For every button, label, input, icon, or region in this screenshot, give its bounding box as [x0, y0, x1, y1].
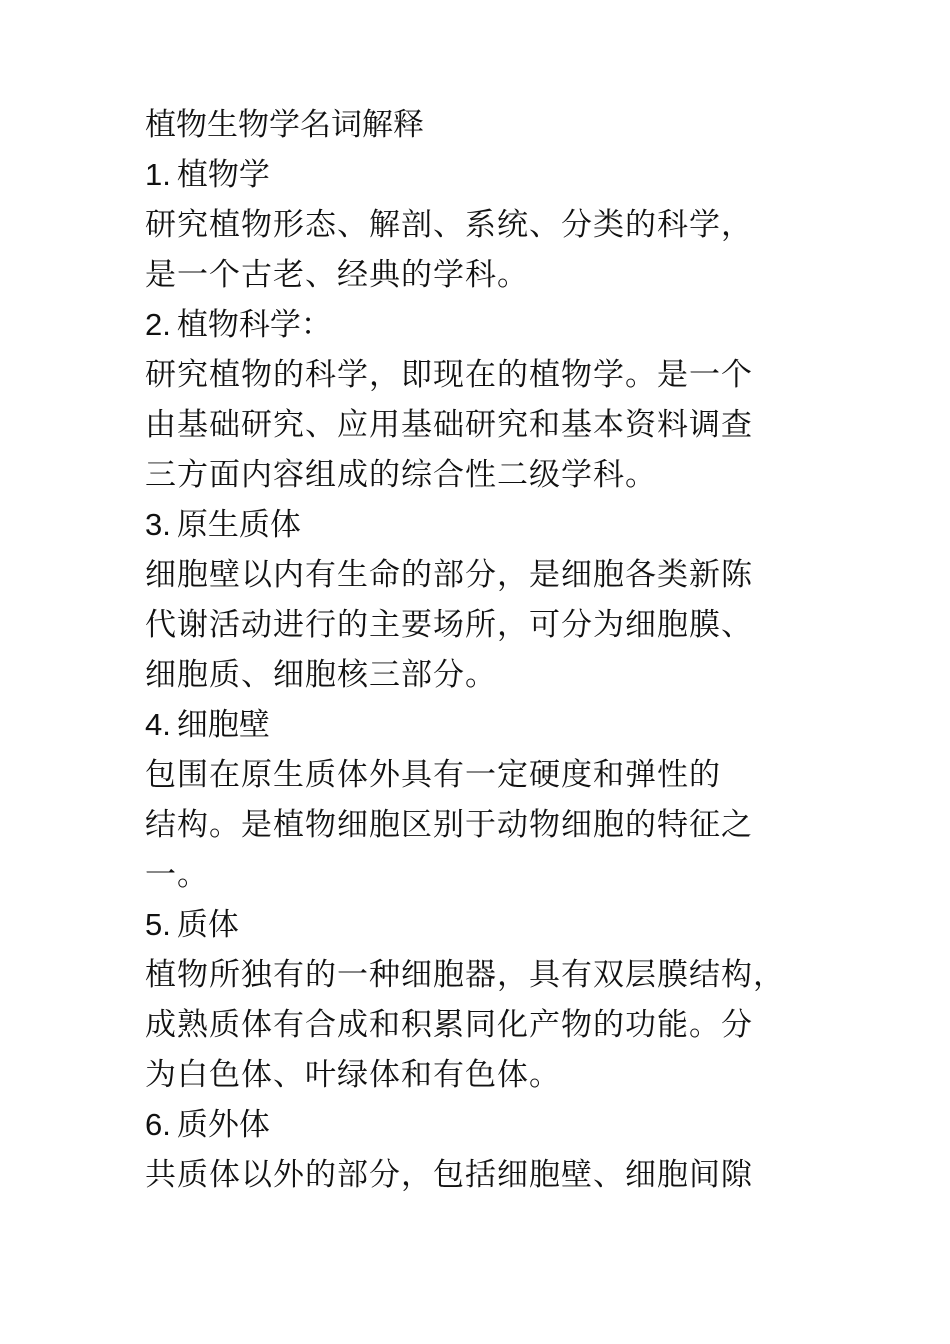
term-definition-line: 代谢活动进行的主要场所，可分为细胞膜、	[145, 607, 753, 643]
term-heading	[145, 700, 825, 750]
term-5	[145, 900, 825, 1100]
term-name: 植物学	[176, 157, 270, 193]
term-definition-line: 一。	[145, 857, 209, 893]
term-definition-line: 研究植物形态、解剖、系统、分类的科学，	[145, 207, 753, 243]
term-definition-line: 细胞壁以内有生命的部分，是细胞各类新陈	[145, 557, 753, 593]
term-heading	[145, 1100, 825, 1150]
term-definition-line: 共质体以外的部分，包括细胞壁、细胞间隙	[145, 1157, 753, 1193]
term-heading	[145, 300, 825, 350]
document-content	[145, 100, 825, 1200]
term-heading	[145, 500, 825, 550]
term-name: 质体	[176, 907, 239, 943]
term-name: 原生质体	[176, 507, 301, 543]
term-name: 植物科学：	[176, 307, 332, 343]
term-name: 细胞壁	[176, 707, 270, 743]
term-number: 6.	[145, 1107, 171, 1142]
term-definition-line: 三方面内容组成的综合性二级学科。	[145, 457, 657, 493]
term-definition-line: 包围在原生质体外具有一定硬度和弹性的	[145, 757, 721, 793]
term-number: 2.	[145, 307, 171, 342]
term-definition-line: 是一个古老、经典的学科。	[145, 257, 529, 293]
document-title: 植物生物学名词解释	[145, 107, 424, 143]
term-heading	[145, 900, 825, 950]
term-definition-line: 研究植物的科学，即现在的植物学。是一个	[145, 357, 753, 393]
term-name: 质外体	[176, 1107, 270, 1143]
term-2	[145, 300, 825, 500]
term-1	[145, 150, 825, 300]
term-4	[145, 700, 825, 900]
term-definition-line: 成熟质体有合成和积累同化产物的功能。分	[145, 1007, 753, 1043]
term-6	[145, 1100, 825, 1200]
term-number: 1.	[145, 157, 171, 192]
term-heading	[145, 150, 825, 200]
term-definition-line: 细胞质、细胞核三部分。	[145, 657, 497, 693]
term-3	[145, 500, 825, 700]
term-definition-line: 由基础研究、应用基础研究和基本资料调查	[145, 407, 753, 443]
term-number: 3.	[145, 507, 171, 542]
term-definition-line: 为白色体、叶绿体和有色体。	[145, 1057, 561, 1093]
term-number: 5.	[145, 907, 171, 942]
term-number: 4.	[145, 707, 171, 742]
term-definition-line: 植物所独有的一种细胞器，具有双层膜结构，	[145, 957, 785, 993]
term-definition-line: 结构。是植物细胞区别于动物细胞的特征之	[145, 807, 753, 843]
